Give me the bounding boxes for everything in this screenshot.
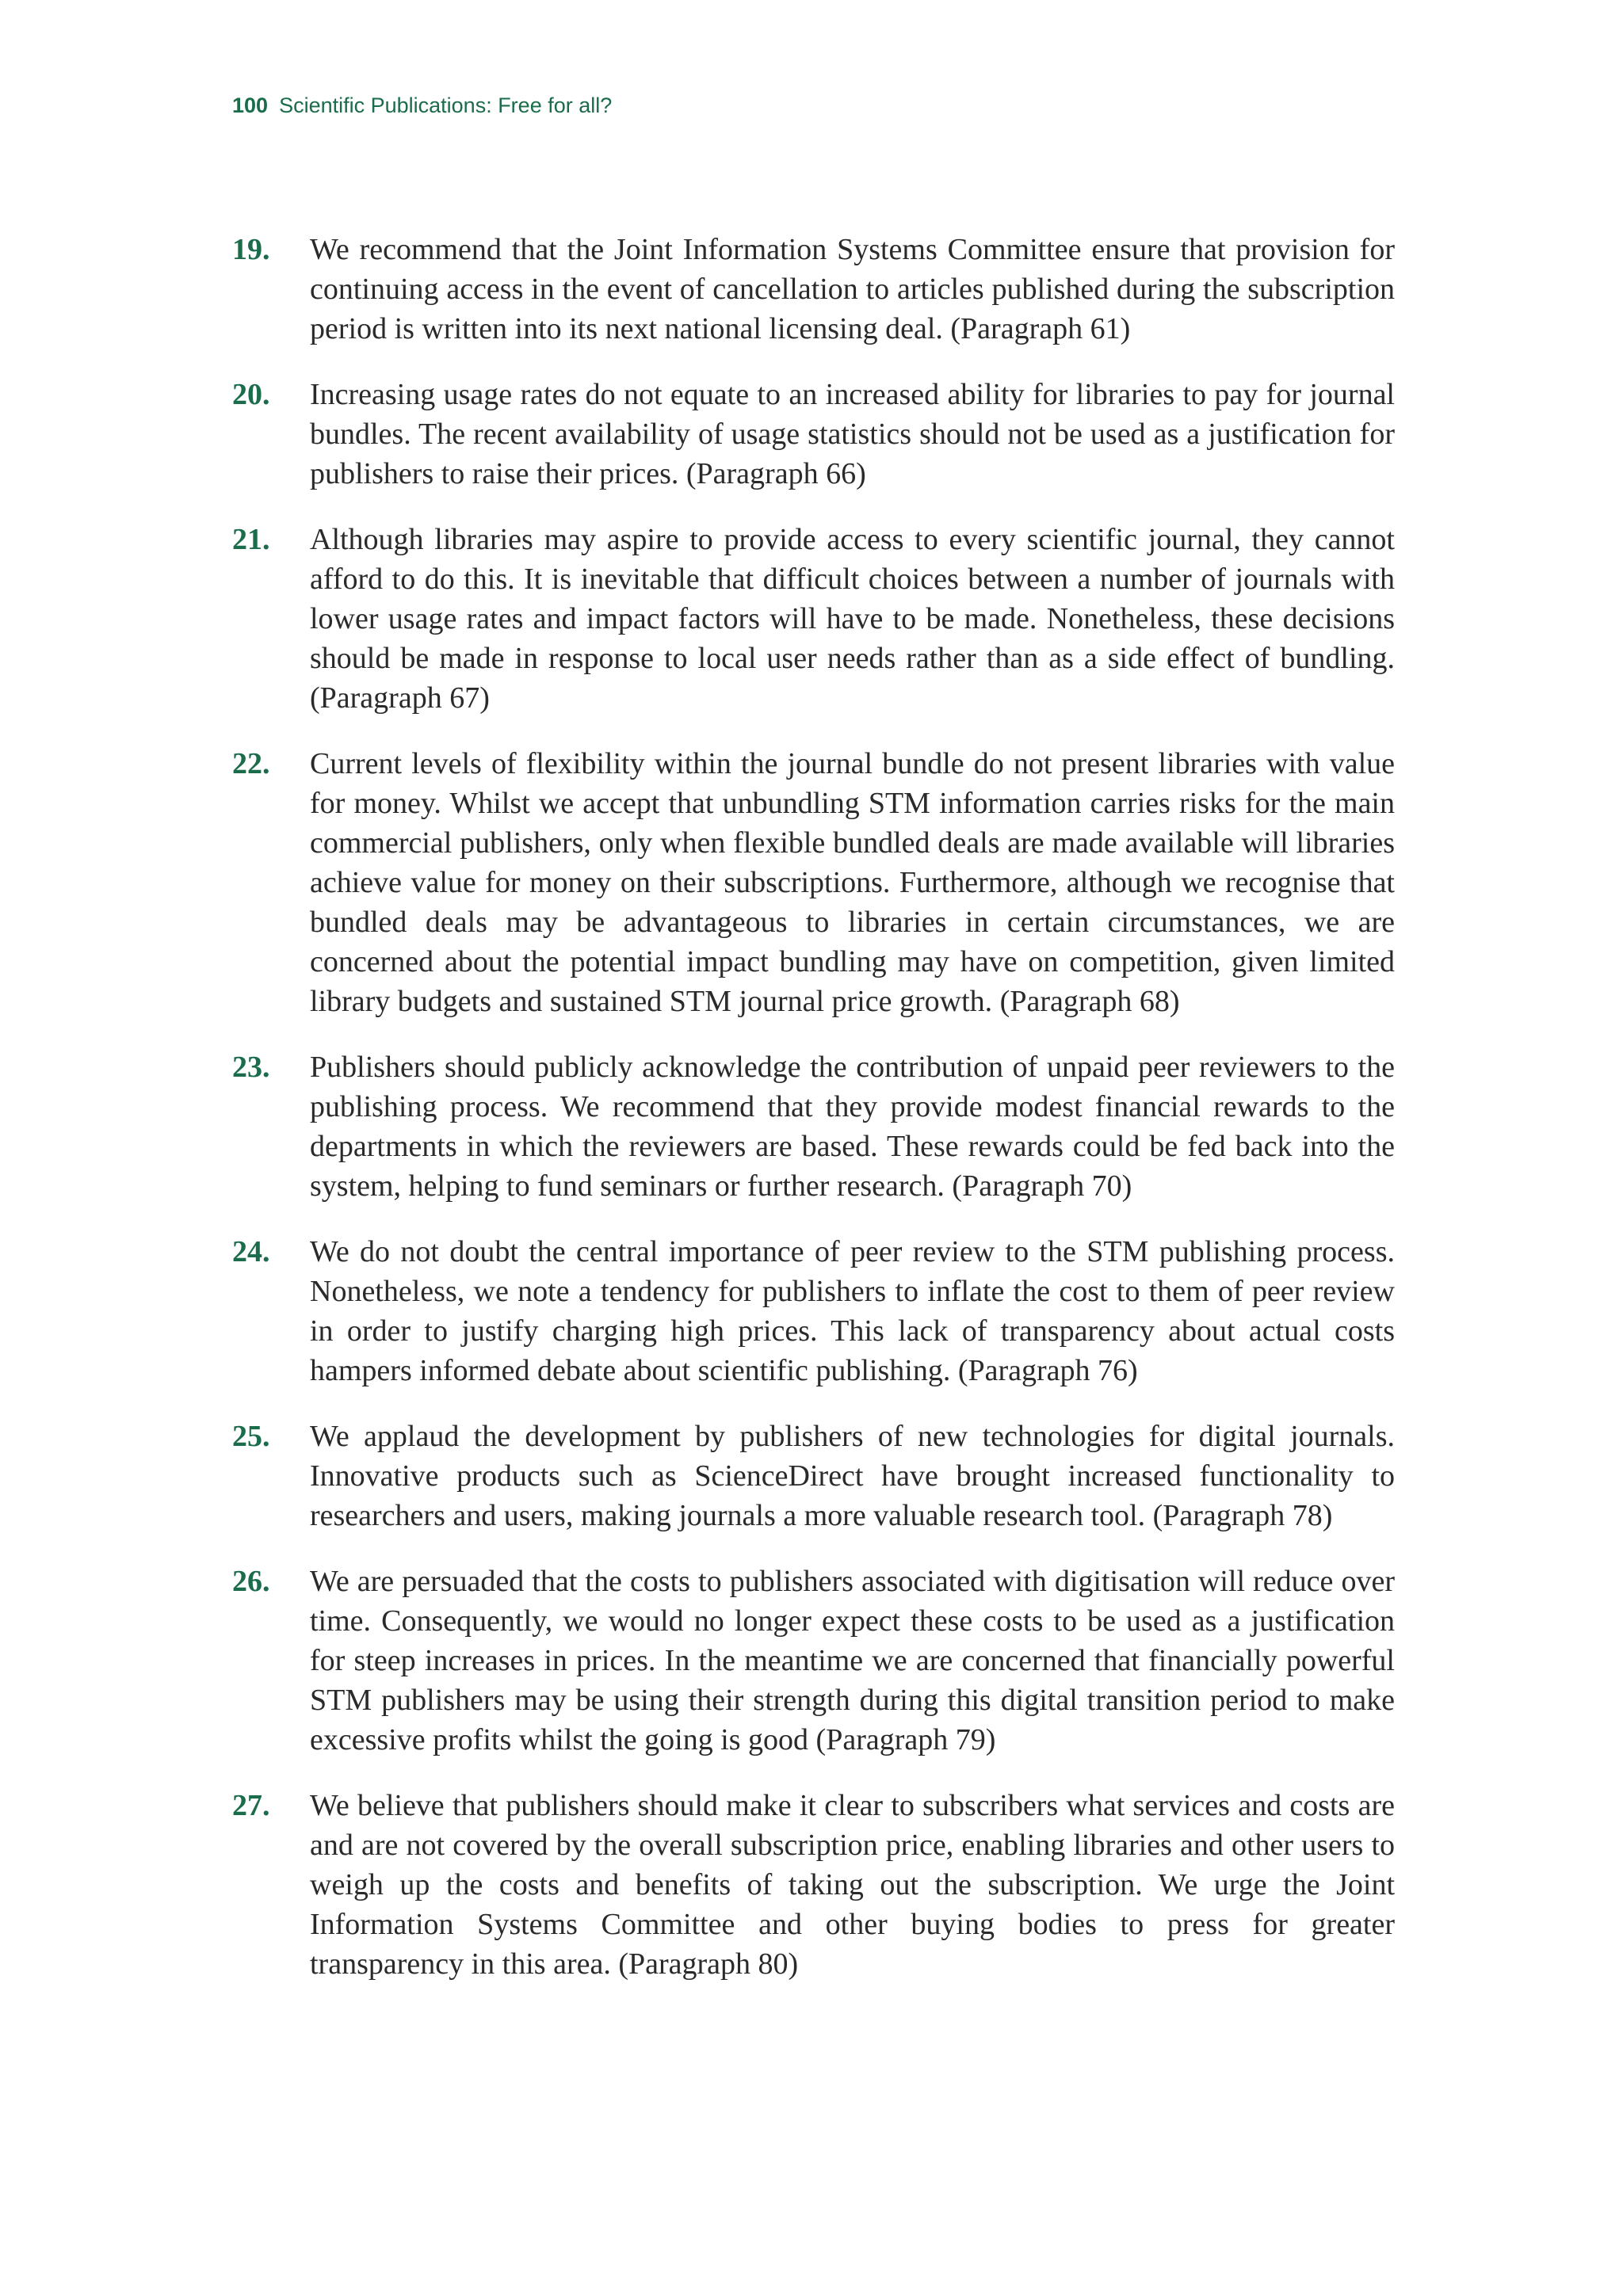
recommendation-text: Although libraries may aspire to provide access to every scientific journal, they cannot afford to do this. It is inevitable that difficult choices between a number of journals with lower usage rates and impact factors will have to be made. Nonetheless, these decisions should be made in response to local user needs rather than as a side effect of bundling. (Paragraph 67)	[310, 523, 1395, 715]
recommendation-item	[232, 1786, 1395, 1984]
recommendation-number: 19.	[232, 233, 270, 266]
recommendation-item	[232, 520, 1395, 718]
recommendation-text: We do not doubt the central importance of peer review to the STM publishing process. Nonetheless, we note a tendency for publishers to inflate the cost to them of peer review in order to justify charging high prices. This lack of transparency about actual costs hampers informed debate about scientific publishing. (Paragraph 76)	[310, 1235, 1395, 1387]
recommendation-number: 23.	[232, 1051, 270, 1084]
recommendation-number: 22.	[232, 747, 270, 780]
recommendation-text: Current levels of flexibility within the journal bundle do not present libraries with value for money. Whilst we accept that unbundling STM information carries risks for the main commercial publishers, only when flexible bundled deals are made available will libraries achieve value for money on their subscriptions. Furthermore, although we recognise that bundled deals may be advantageous to libraries in certain circumstances, we are concerned about the potential impact bundling may have on competition, given limited library budgets and sustained STM journal price growth. (Paragraph 68)	[310, 747, 1395, 1018]
page-header	[232, 93, 612, 118]
recommendations-list	[232, 230, 1395, 2010]
recommendation-text: Publishers should publicly acknowledge the contribution of unpaid peer reviewers to the publishing process. We recommend that they provide modest financial rewards to the departments in which the reviewers are based. These rewards could be fed back into the system, helping to fund seminars or further research. (Paragraph 70)	[310, 1051, 1395, 1203]
recommendation-number: 24.	[232, 1235, 270, 1268]
recommendation-number: 25.	[232, 1420, 270, 1453]
recommendation-item	[232, 1417, 1395, 1535]
recommendation-number: 26.	[232, 1565, 270, 1598]
recommendation-text: We believe that publishers should make it clear to subscribers what services and costs are and are not covered by the overall subscription price, enabling libraries and other users to weigh up the costs and benefits of taking out the subscription. We urge the Joint Information Systems Committee and other buying bodies to press for greater transparency in this area. (Paragraph 80)	[310, 1789, 1395, 1981]
recommendation-item	[232, 744, 1395, 1021]
recommendation-item	[232, 1047, 1395, 1206]
recommendation-text: We are persuaded that the costs to publishers associated with digitisation will reduce over time. Consequently, we would no longer expect these costs to be used as a justification for steep increases in prices. In the meantime we are concerned that financially powerful STM publishers may be using their strength during this digital transition period to make excessive profits whilst the going is good (Paragraph 79)	[310, 1565, 1395, 1756]
recommendation-text: Increasing usage rates do not equate to an increased ability for libraries to pay for journal bundles. The recent availability of usage statistics should not be used as a justification for publishers to raise their prices. (Paragraph 66)	[310, 378, 1395, 490]
recommendation-item	[232, 1232, 1395, 1390]
recommendation-item	[232, 375, 1395, 494]
recommendation-item	[232, 230, 1395, 349]
recommendation-number: 27.	[232, 1789, 270, 1822]
recommendation-item	[232, 1562, 1395, 1760]
running-title: Scientific Publications: Free for all?	[279, 93, 613, 117]
recommendation-text: We applaud the development by publishers of new technologies for digital journals. Innovative products such as ScienceDirect have brought increased functionality to researchers and users, making journals a more valuable research tool. (Paragraph 78)	[310, 1420, 1395, 1532]
recommendation-number: 21.	[232, 523, 270, 556]
recommendation-text: We recommend that the Joint Information Systems Committee ensure that provision for continuing access in the event of cancellation to articles published during the subscription period is written into its next national licensing deal. (Paragraph 61)	[310, 233, 1395, 345]
recommendation-number: 20.	[232, 378, 270, 411]
page-number: 100	[232, 93, 269, 117]
